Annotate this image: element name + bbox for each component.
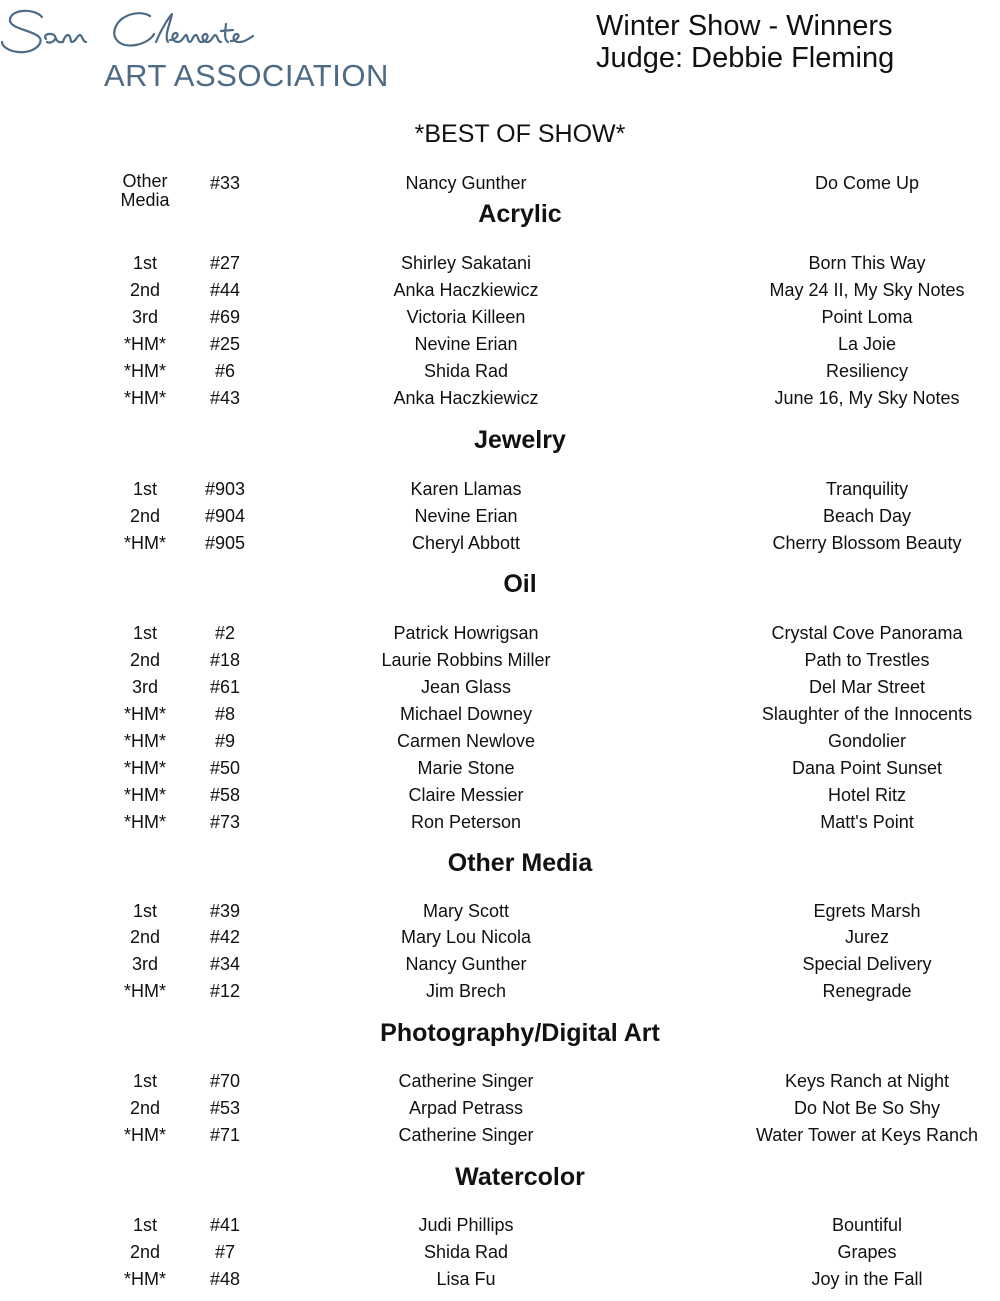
entry-title: Beach Day [822,506,912,526]
table-row [0,953,1000,975]
entry-place: 1st [132,1071,158,1091]
entry-number: #39 [209,901,241,921]
entry-number: #8 [214,704,236,724]
table-row [0,1268,1000,1290]
entry-number: #6 [214,361,236,381]
entry-artist: Marie Stone [417,758,515,778]
entry-number: #18 [209,650,241,670]
entry-place: *HM* [123,1269,167,1289]
entry-number: #7 [214,1242,236,1262]
entry-artist: Shida Rad [423,361,509,381]
show-title: Winter Show - Winners [596,10,893,42]
entry-number: #34 [209,954,241,974]
entry-number: #44 [209,280,241,300]
san-clemente-script-logo [0,0,390,62]
entry-number: #70 [209,1071,241,1091]
table-row [0,730,1000,752]
section-heading-watercolor: Watercolor [455,1163,585,1191]
entry-number: #42 [209,927,241,947]
entry-place: *HM* [123,731,167,751]
entry-place: 1st [132,1215,158,1235]
table-row [0,279,1000,301]
entry-artist: Catherine Singer [398,1125,534,1145]
entry-artist: Mary Lou Nicola [400,927,532,947]
entry-title: Dana Point Sunset [791,758,943,778]
entry-title: Slaughter of the Innocents [761,704,973,724]
table-row [0,387,1000,409]
entry-place: 2nd [129,650,161,670]
entry-artist: Victoria Killeen [406,307,526,327]
entry-place: 2nd [129,1242,161,1262]
entry-number: #69 [209,307,241,327]
table-row [0,757,1000,779]
entry-number: #50 [209,758,241,778]
entry-artist: Judi Phillips [418,1215,514,1235]
entry-title: Point Loma [821,307,913,327]
entry-number: #2 [214,623,236,643]
entry-place: *HM* [123,758,167,778]
table-row [0,252,1000,274]
entry-number: #48 [209,1269,241,1289]
entry-artist: Lisa Fu [436,1269,496,1289]
entry-title: La Joie [837,334,897,354]
entry-number: #25 [209,334,241,354]
table-row [0,1097,1000,1119]
entry-title: Matt's Point [820,812,914,832]
section-heading-acrylic: Acrylic [478,200,562,228]
entry-title: Jurez [844,927,890,947]
table-row [0,1241,1000,1263]
entry-place: 1st [132,901,158,921]
entry-title: Water Tower at Keys Ranch [755,1125,979,1145]
entry-title: Do Come Up [814,173,920,193]
entry-artist: Karen Llamas [410,479,522,499]
entry-artist: Shirley Sakatani [400,253,532,273]
entry-place: 2nd [129,1098,161,1118]
table-row [0,811,1000,833]
entry-artist: Shida Rad [423,1242,509,1262]
entry-title: Crystal Cove Panorama [771,623,963,643]
table-row [0,926,1000,948]
entry-artist: Michael Downey [399,704,533,724]
entry-title: Renegrade [822,981,912,1001]
entry-place: *HM* [123,334,167,354]
entry-place: *HM* [123,1125,167,1145]
entry-artist: Claire Messier [408,785,524,805]
entry-place: 1st [132,253,158,273]
entry-artist: Ron Peterson [410,812,522,832]
table-row [0,1124,1000,1146]
judge-line: Judge: Debbie Fleming [596,42,895,74]
entry-number: #904 [204,506,246,526]
table-row [0,980,1000,1002]
entry-number: #9 [214,731,236,751]
entry-artist: Patrick Howrigsan [393,623,539,643]
entry-number: #43 [209,388,241,408]
entry-number: #71 [209,1125,241,1145]
entry-artist: Nevine Erian [414,334,518,354]
entry-place: 3rd [131,307,159,327]
entry-title: Del Mar Street [808,677,926,697]
entry-title: May 24 II, My Sky Notes [769,280,965,300]
entry-title: Do Not Be So Shy [793,1098,941,1118]
entry-number: #12 [209,981,241,1001]
entry-place: 2nd [129,927,161,947]
entry-artist: Nevine Erian [414,506,518,526]
entry-number: #58 [209,785,241,805]
entry-title: Hotel Ritz [827,785,907,805]
entry-place: *HM* [123,361,167,381]
entry-number: #61 [209,677,241,697]
section-heading-photography-digital-art: Photography/Digital Art [380,1019,660,1047]
table-row [0,703,1000,725]
entry-title: Path to Trestles [804,650,930,670]
art-association-wordmark: ART ASSOCIATION [104,58,389,93]
entry-title: Grapes [837,1242,897,1262]
entry-artist: Nancy Gunther [405,173,527,193]
entry-place: *HM* [123,388,167,408]
entry-artist: Arpad Petrass [408,1098,524,1118]
table-row [0,900,1000,922]
entry-artist: Catherine Singer [398,1071,534,1091]
entry-artist: Nancy Gunther [405,954,527,974]
entry-place: 2nd [129,506,161,526]
entry-title: Keys Ranch at Night [784,1071,950,1091]
entry-place: *HM* [123,812,167,832]
entry-place: 3rd [131,954,159,974]
entry-place: 1st [132,623,158,643]
entry-place: *HM* [123,785,167,805]
entry-place: Other Media [120,171,170,210]
entry-place: *HM* [123,533,167,553]
entry-number: #33 [209,173,241,193]
section-heading-oil: Oil [503,570,537,598]
entry-artist: Jim Brech [425,981,507,1001]
entry-title: Joy in the Fall [811,1269,923,1289]
table-row [0,784,1000,806]
table-row [0,649,1000,671]
best-of-show-heading: *BEST OF SHOW* [414,120,626,148]
entry-number: #41 [209,1215,241,1235]
entry-place: *HM* [123,704,167,724]
table-row [0,478,1000,500]
entry-title: Bountiful [831,1215,903,1235]
entry-number: #905 [204,533,246,553]
table-row [0,333,1000,355]
entry-number: #27 [209,253,241,273]
entry-title: Cherry Blossom Beauty [772,533,962,553]
table-row [0,505,1000,527]
entry-place: 1st [132,479,158,499]
entry-artist: Mary Scott [422,901,510,921]
entry-number: #53 [209,1098,241,1118]
table-row [0,1214,1000,1236]
section-heading-other-media: Other Media [447,849,593,877]
table-row [0,306,1000,328]
entry-artist: Anka Haczkiewicz [393,388,539,408]
table-row [0,622,1000,644]
entry-title: Tranquility [825,479,909,499]
san-clemente-art-association-logo [0,0,390,100]
entry-number: #903 [204,479,246,499]
entry-title: Egrets Marsh [813,901,921,921]
entry-artist: Carmen Newlove [396,731,536,751]
entry-artist: Jean Glass [420,677,512,697]
table-row [0,676,1000,698]
document-header [596,10,894,74]
entry-artist: Cheryl Abbott [411,533,521,553]
table-row [0,1070,1000,1092]
entry-number: #73 [209,812,241,832]
table-row [0,360,1000,382]
best-of-show-entry [0,171,1000,210]
table-row [0,532,1000,554]
section-heading-jewelry: Jewelry [474,426,566,454]
entry-title: June 16, My Sky Notes [774,388,960,408]
entry-artist: Laurie Robbins Miller [381,650,551,670]
entry-place: 3rd [131,677,159,697]
entry-artist: Anka Haczkiewicz [393,280,539,300]
entry-title: Gondolier [827,731,907,751]
entry-place: *HM* [123,981,167,1001]
entry-title: Born This Way [808,253,926,273]
entry-title: Resiliency [825,361,909,381]
entry-title: Special Delivery [802,954,932,974]
entry-place: 2nd [129,280,161,300]
